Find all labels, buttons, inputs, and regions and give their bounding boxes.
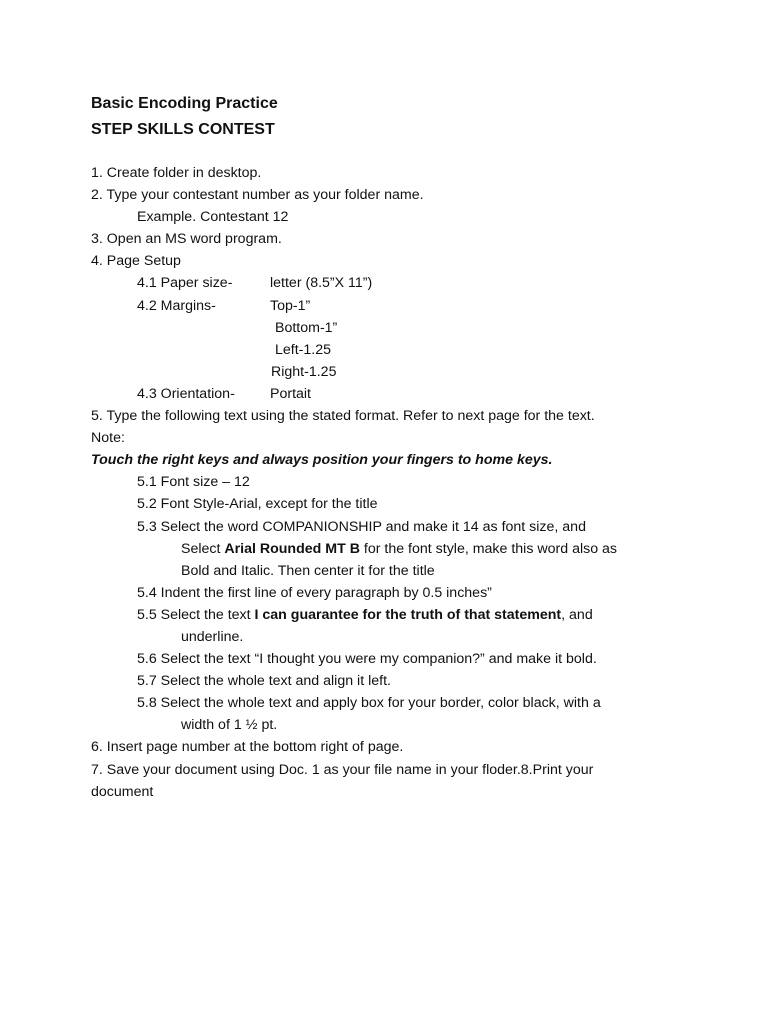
step-5-2: 5.2 Font Style-Arial, except for the title	[137, 496, 378, 513]
step-6: 6. Insert page number at the bottom right of page.	[91, 739, 404, 756]
step-5-8: 5.8 Select the whole text and apply box for your border, color black, with a	[137, 695, 601, 712]
step-5: 5. Type the following text using the stated format. Refer to next page for the text.	[91, 408, 595, 425]
step-5-1: 5.1 Font size – 12	[137, 474, 250, 491]
step-5-3-cont-1	[91, 538, 691, 560]
paper-size-label: 4.1 Paper size-	[137, 275, 233, 292]
margin-top-value: Top-1”	[270, 297, 311, 314]
step-4: 4. Page Setup	[91, 253, 181, 270]
step-5-3-text-end: for the font style, make this word also as	[359, 540, 618, 557]
document-subtitle: STEP SKILLS CONTEST	[91, 121, 275, 138]
step-5-6: 5.6 Select the text “I thought you were my companion?” and make it bold.	[137, 651, 597, 668]
step-2-example: Example. Contestant 12	[137, 209, 289, 226]
step-4-3	[91, 383, 691, 405]
instructions-body	[91, 162, 691, 803]
step-7-cont: document	[91, 783, 154, 800]
step-1: 1. Create folder in desktop.	[91, 165, 262, 181]
step-5-7: 5.7 Select the whole text and align it left.	[137, 673, 391, 690]
step-3: 3. Open an MS word program.	[91, 231, 282, 248]
step-5-4: 5.4 Indent the first line of every paragraph by 0.5 inches”	[137, 584, 492, 601]
guarantee-phrase-bold: I can guarantee for the truth of that statement	[254, 606, 562, 623]
step-5-3: 5.3 Select the word COMPANIONSHIP and make it 14 as font size, and	[137, 518, 586, 535]
step-2: 2. Type your contestant number as your folder name.	[91, 187, 424, 204]
document-title: Basic Encoding Practice	[91, 95, 278, 112]
step-5-5	[91, 604, 691, 626]
note-label: Note:	[91, 430, 125, 447]
note-text: Touch the right keys and always position your fingers to home keys.	[91, 452, 553, 469]
step-4-1	[91, 272, 691, 294]
paper-size-value: letter (8.5”X 11”)	[270, 275, 373, 292]
margin-left-value: Left-1.25	[275, 341, 332, 358]
font-name-bold: Arial Rounded MT B	[224, 540, 360, 557]
step-5-3-cont-2: Bold and Italic. Then center it for the title	[181, 562, 435, 579]
step-5-3-text: Select	[181, 540, 225, 557]
margins-label: 4.2 Margins-	[137, 297, 216, 314]
orientation-value: Portait	[270, 385, 312, 402]
step-4-2	[91, 295, 691, 317]
step-5-5-text-end: , and	[561, 606, 593, 623]
step-5-8-cont: width of 1 ½ pt.	[181, 717, 278, 734]
step-5-5-text: 5.5 Select the text	[137, 606, 255, 623]
margin-right-value: Right-1.25	[271, 363, 337, 380]
margin-bottom-value: Bottom-1”	[275, 319, 338, 336]
step-7: 7. Save your document using Doc. 1 as your file name in your floder.8.Print your	[91, 761, 594, 778]
step-5-5-cont: underline.	[181, 628, 244, 645]
orientation-label: 4.3 Orientation-	[137, 385, 235, 402]
